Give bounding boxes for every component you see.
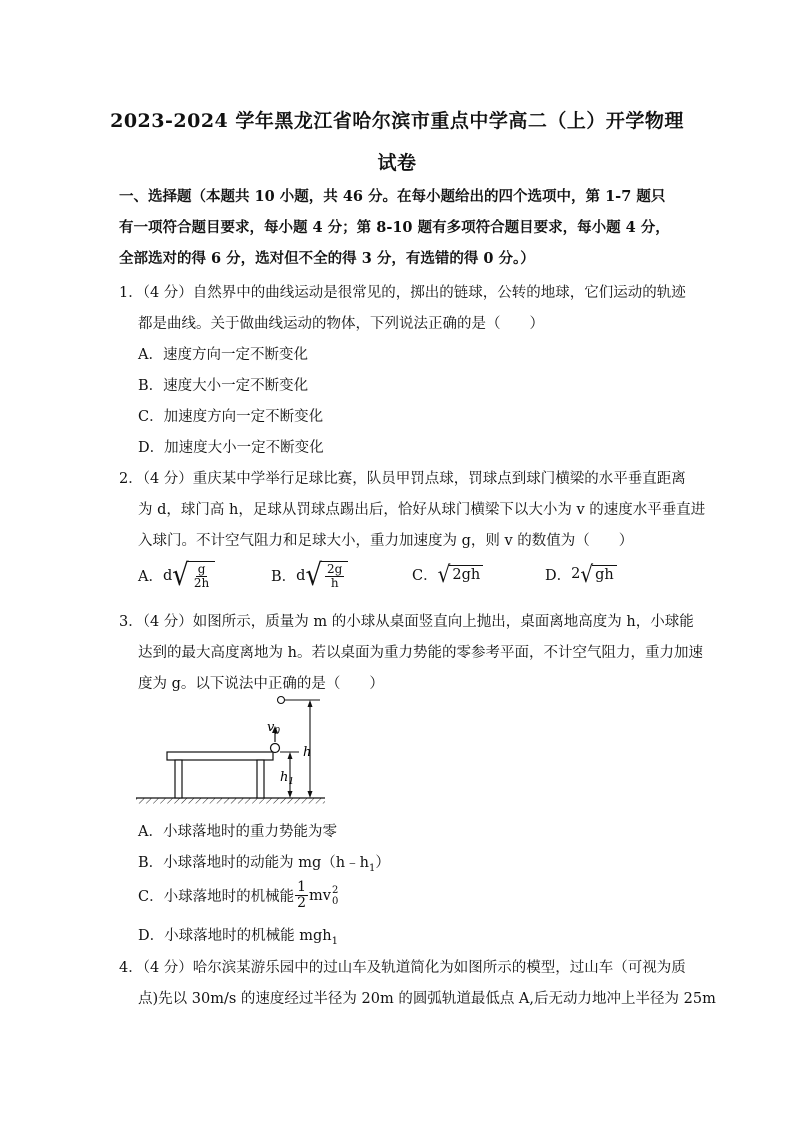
exam-title-line1: 2023-2024 学年黑龙江省哈尔滨市重点中学高二（上）开学物理: [110, 110, 684, 132]
q3-table-figure: [132, 690, 332, 808]
section-instructions: 一、选择题（本题共 10 小题，共 46 分。在每小题给出的四个选项中，第 1-7 题只有一项符合题目要求，每小题 4 分；第 8-10 题有多项符合题目要求，每小题 4 分，全部选对的得 6 分，选对但不全的得 3 分，有选错的得 0 分。）: [119, 188, 670, 267]
h1-label: $h_1$: [280, 770, 295, 787]
q2-option-b-sqrt: √ $\frac{2g}{h}$: [305, 561, 348, 590]
q3-option-c-num: 1: [297, 879, 307, 895]
q3-option-a: A．小球落地时的重力势能为零: [138, 824, 337, 840]
q3-option-d: [138, 924, 338, 947]
q2-option-b-label: B．: [271, 569, 297, 585]
q3-option-c-sub: 0: [331, 895, 339, 907]
q1-option-a: A．速度方向一定不断变化: [138, 347, 308, 363]
h1-arrow-head-bottom: [288, 791, 293, 798]
q2-option-a-coef: d: [162, 567, 173, 584]
q1-option-d: D．加速度大小一定不断变化: [138, 440, 324, 456]
q2-option-a-label: A．: [138, 569, 163, 585]
ball-at-max-height: [278, 697, 285, 704]
table-leg-right: [257, 760, 264, 798]
q2-option-b: [271, 558, 348, 593]
q2-option-c: [412, 561, 483, 587]
q2-option-c-sqrt: √ 2gh: [438, 561, 484, 587]
q2-stem-line3: 入球门。不计空气阻力和足球大小，重力加速度为 g，则 v 的数值为（ ）: [138, 533, 634, 549]
q3-stem-line3: 度为 g。以下说法中正确的是（ ）: [138, 676, 384, 692]
q3-option-b-sub: 1: [368, 862, 376, 874]
q2-option-d-coef: 2: [571, 566, 581, 582]
q3-stem-line2: 达到的最大高度离地为 h。若以桌面为重力势能的零参考平面，不计空气阻力，重力加速: [138, 645, 703, 661]
h-arrow-head-bottom: [308, 791, 313, 798]
q3-option-b-text: B．小球落地时的动能为 mg（h﹣h: [138, 855, 369, 871]
q2-stem-line1: 2．（4 分）重庆某中学举行足球比赛，队员甲罚点球，罚球点到球门横梁的水平垂直距离: [119, 471, 686, 487]
q3-option-c-expr: mv: [309, 887, 331, 904]
q3-option-b: [138, 851, 390, 874]
q1-option-b: B．速度大小一定不断变化: [138, 378, 309, 394]
table-top: [167, 752, 273, 760]
q2-option-d-label: D．: [545, 567, 572, 584]
q4-stem-line2: 点)先以 30m/s 的速度经过半径为 20m 的圆弧轨道最低点 A,后无动力地冲上半径为 25m: [138, 991, 716, 1007]
q1-option-c: C．加速度方向一定不断变化: [138, 409, 324, 425]
q4-stem-line1: 4．（4 分）哈尔滨某游乐园中的过山车及轨道简化为如图所示的模型，过山车（可视为质: [119, 960, 686, 976]
q3-option-c: [138, 880, 338, 911]
q2-option-a-sqrt: √ $\frac{g}{2h}$: [172, 561, 215, 590]
q2-option-a-den: 2h: [193, 576, 210, 590]
v0-label: $v_0$: [267, 720, 281, 737]
h-arrow-head-top: [308, 700, 313, 707]
q1-stem-line1: 1．（4 分）自然界中的曲线运动是很常见的，掷出的链球，公转的地球，它们运动的轨迹: [119, 285, 686, 301]
q2-option-a-num: g: [197, 562, 206, 576]
q3-stem-line1: 3．（4 分）如图所示，质量为 m 的小球从桌面竖直向上抛出，桌面离地高度为 h，小球能: [119, 614, 694, 630]
ball-on-table: [271, 744, 280, 753]
q1-stem-line2: 都是曲线。关于做曲线运动的物体，下列说法正确的是（ ）: [138, 316, 544, 332]
exam-title-line2: 试卷: [377, 152, 417, 174]
q3-option-c-den: 2: [297, 895, 307, 911]
q3-option-c-sup: 2: [331, 884, 339, 896]
q3-option-d-text: D．小球落地时的机械能 mgh: [138, 928, 332, 944]
q3-option-d-sub: 1: [331, 935, 338, 947]
table-leg-left: [175, 760, 182, 798]
q2-option-b-den: h: [330, 576, 339, 590]
ground-hatch: [136, 799, 325, 804]
q2-option-b-coef: d: [296, 567, 306, 584]
q2-option-d-rad: gh: [592, 565, 617, 583]
q2-stem-line2: 为 d，球门高 h，足球从罚球点踢出后，恰好从球门横梁下以大小为 v 的速度水平垂直进: [138, 502, 706, 518]
h1-arrow-head-top: [288, 752, 293, 759]
h-label: h: [303, 745, 312, 760]
q3-option-b-close: ）: [375, 855, 390, 871]
q2-option-c-label: C．: [412, 567, 438, 584]
q2-option-c-rad: 2gh: [449, 565, 483, 583]
q3-option-c-text: C．小球落地时的机械能: [138, 889, 295, 905]
q2-option-d: [545, 561, 617, 587]
q2-option-a: [138, 558, 215, 593]
q2-option-d-sqrt: √ gh: [580, 561, 616, 587]
q2-option-b-num: 2g: [327, 562, 343, 576]
